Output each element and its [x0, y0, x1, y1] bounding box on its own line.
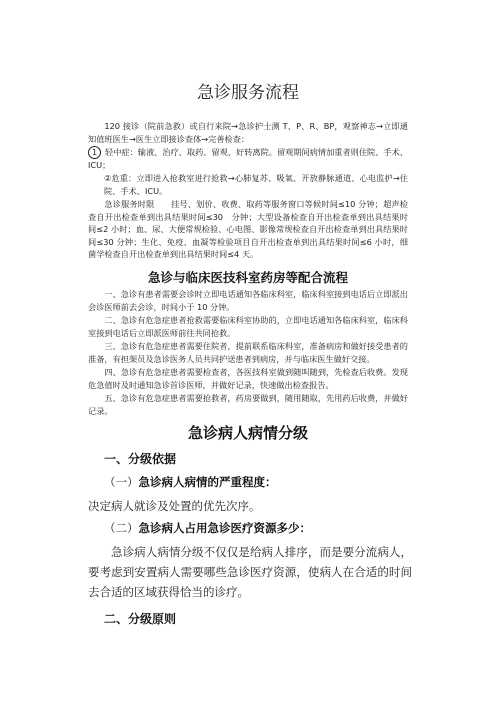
coop-para-1: 一、急诊有患者需要会诊时立即电话通知各临床科室，临床科室接到电话后立即派出会诊医师前去会诊，时间小于 10 分钟。 — [88, 289, 408, 312]
basis-item-2-prefix: （二） — [104, 521, 139, 535]
page-title: 急诊服务流程 — [197, 83, 299, 103]
coop-para-3: 三、急诊有危急症患者需要住院者，提前联系临床科室，准备病房和做好接受患者的准备，有担架员及急诊医务人员共同护送患者到病房，并与临床医生做好交接。 — [88, 341, 408, 364]
basis-item-1-title: 急诊病人病情的严重程度： — [138, 475, 277, 489]
flow-intro: 120 接诊（院前急救）或自行来院→急诊护士测 T、P、R、BP，观察神志→立即通知值班医生→医生立即接诊查体→完善检查： — [88, 121, 408, 144]
basis-item-2-body: 急诊病人病情分级不仅仅是给病人排序，而是要分流病人，要考虑到安置病人需要哪些急诊医疗资源，使病人在合适的时间去合适的区域获得恰当的诊疗。 — [88, 545, 412, 599]
basis-item-1 — [104, 474, 277, 490]
basis-item-1-body: 决定病人就诊及处置的优先次序。 — [88, 499, 261, 513]
flow-item-2: ②危重：立即进入抢救室进行抢救→心肺复苏、吸氧、开放静脉通道、心电监护→住院、手术、ICU。 — [104, 173, 408, 196]
basis-item-2 — [104, 520, 311, 536]
circled-number-icon: 1 — [88, 146, 101, 159]
coop-para-5: 五、急诊有危急症患者需要抢救者，药房要做到，随用随取，先用药后收费，并做好记录。 — [88, 393, 408, 416]
basis-item-1-prefix: （一） — [104, 475, 139, 489]
section-heading-cooperation: 急诊与临床医技科室药房等配合流程 — [147, 270, 348, 285]
grading-subheading-basis: 一、分级依据 — [104, 452, 177, 466]
coop-para-2: 二、急诊有危急症患者抢救需要临床科室协助的，立即电话通知各临床科室，临床科室接到电话后立即派医师前往共同抢救。 — [88, 315, 408, 338]
time-limit-paragraph: 急诊服务时限 挂号、划价、收费、取药等服务窗口等候时间≤10 分钟；超声检查自开出检查单到出具结果时间≤30 分钟；大型设备检查自开出检查单到出具结果时间≤2 小时；血、尿、大便常规检验、心电图、影像常规检查自开出检查单到出具结果时间≤30 分钟；生化、免疫、血凝等检验项目自开出检查单到出具结果时间≤6 小时，细菌学检查自开出检查单到出具结果时间≤4 天。 — [88, 199, 408, 260]
basis-item-2-title: 急诊病人占用急诊医疗资源多少： — [138, 521, 311, 535]
flow-item-1 — [88, 146, 408, 172]
section-heading-grading: 急诊病人病情分级 — [187, 424, 308, 442]
coop-para-4: 四、急诊有危急症患者需要检查者，各医技科室做到随叫随到，先检查后收费。发现危急值时及时通知急诊首诊医师，并做好记录，快速做出检查报告。 — [88, 367, 408, 390]
grading-subheading-principle: 二、分级原则 — [104, 612, 177, 626]
flow-item-1-text: 轻中症：输液、治疗、取药、留观，好转离院。留观期间病情加重者则住院、手术、ICU； — [88, 147, 408, 170]
